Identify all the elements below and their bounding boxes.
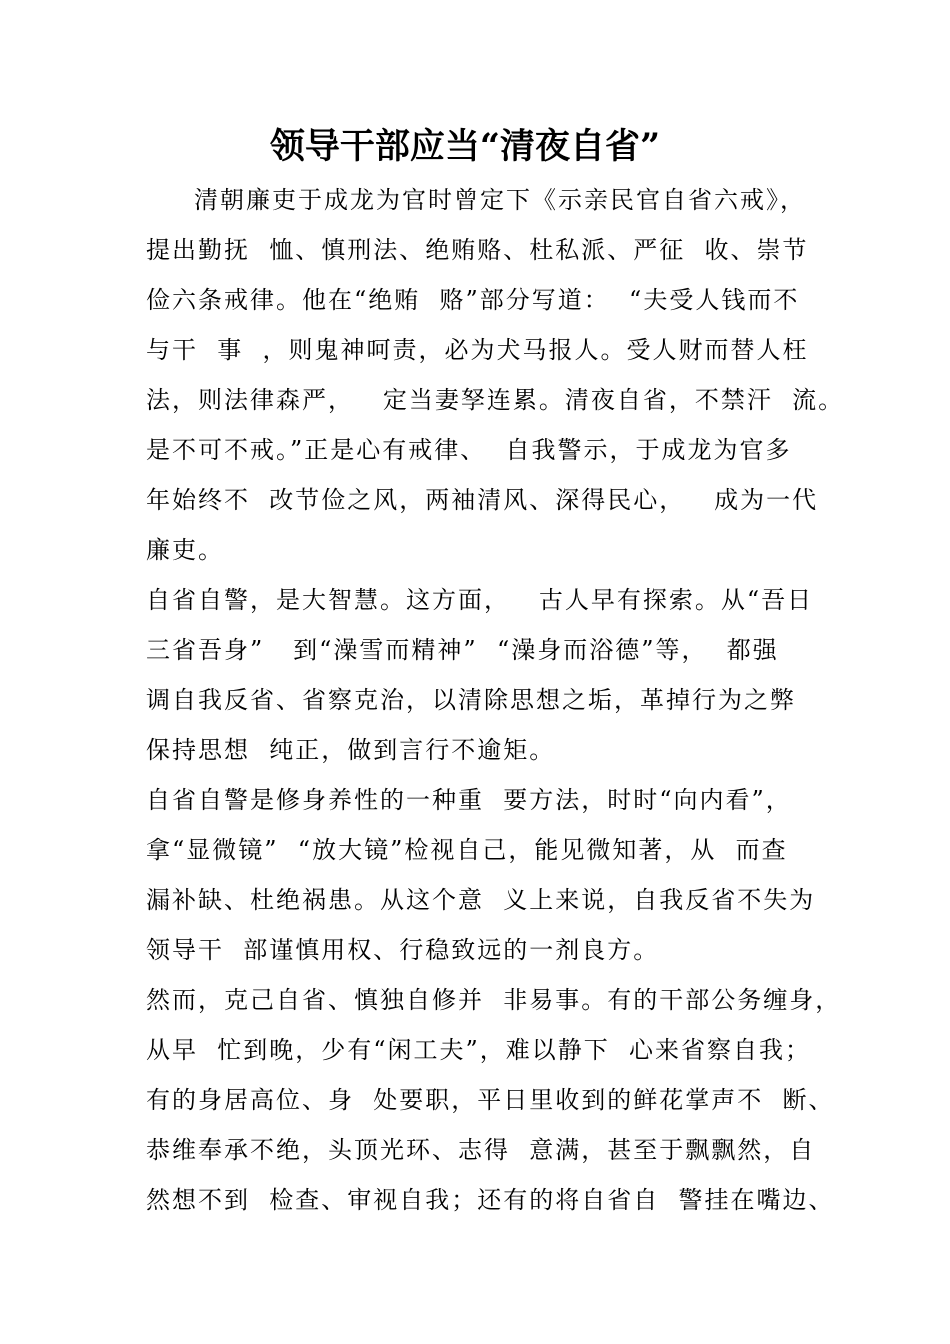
text-line: 清朝廉吏于成龙为官时曾定下《示亲民官自省六戒》， <box>194 186 806 214</box>
text-line: 俭六条戒律。他在“绝贿 赂”部分写道： “夫受人钱而不 <box>146 286 800 314</box>
text-line: 与干 事 ，则鬼神呵责，必为犬马报人。受人财而替人枉 <box>146 336 809 364</box>
text-line: 从早 忙到晚，少有“闲工夫”，难以静下 心来省察自我； <box>146 1036 812 1064</box>
text-line: 调自我反省、省察克治，以清除思想之垢，革掉行为之弊 <box>146 686 796 714</box>
text-line: 保持思想 纯正，做到言行不逾矩。 <box>146 736 556 764</box>
text-line: 恭维奉承不绝，头顶光环、志得 意满，甚至于飘飘然，自 <box>146 1136 816 1164</box>
text-line: 廉吏。 <box>146 536 224 564</box>
page-title: 领导干部应当“清夜自省” <box>269 126 661 167</box>
text-line: 漏补缺、杜绝祸患。从这个意 义上来说，自我反省不失为 <box>146 886 816 914</box>
text-line: 三省吾身” 到“澡雪而精神” “澡身而浴德”等， 都强 <box>146 636 779 664</box>
text-line: 自省自警是修身养性的一种重 要方法，时时“向内看”， <box>146 786 792 814</box>
text-line: 提出勤抚 恤、慎刑法、绝贿赂、杜私派、严征 收、崇节 <box>146 236 809 264</box>
text-line: 自省自警，是大智慧。这方面， 古人早有探索。从“吾日 <box>146 586 814 614</box>
text-line: 领导干 部谨慎用权、行稳致远的一剂良方。 <box>146 936 660 964</box>
text-line: 法，则法律森严， 定当妻孥连累。清夜自省，不禁汗 流。 <box>146 386 845 414</box>
text-line: 拿“显微镜” “放大镜”检视自己，能见微知著，从 而查 <box>146 836 788 864</box>
text-line: 年始终不 改节俭之风，两袖清风、深得民心， 成为一代 <box>146 486 819 514</box>
text-line: 然而，克己自省、慎独自修并 非易事。有的干部公务缠身， <box>146 986 842 1014</box>
text-line: 然想不到 检查、审视自我；还有的将自省自 警挂在嘴边、 <box>146 1186 835 1214</box>
text-line: 是不可不戒。”正是心有戒律、 自我警示，于成龙为官多 <box>146 436 792 464</box>
text-line: 有的身居高位、身 处要职，平日里收到的鲜花掌声不 断、 <box>146 1086 835 1114</box>
